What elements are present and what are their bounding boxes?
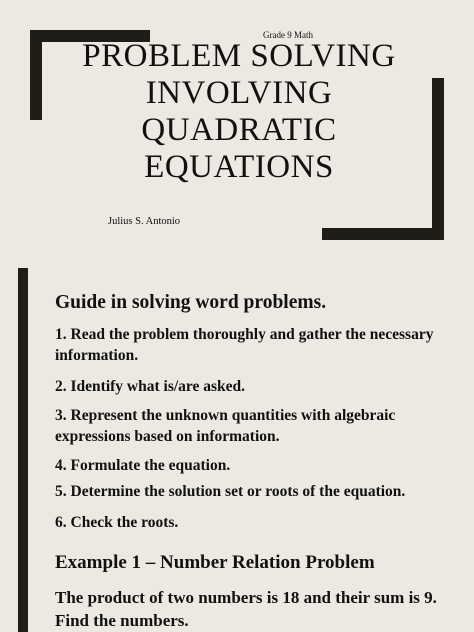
step-item: 6. Check the roots. — [55, 514, 179, 531]
accent-bar — [18, 268, 28, 632]
slide-title — [60, 38, 418, 186]
frame-corner-bottom-right — [322, 228, 444, 240]
grade-label: Grade 9 Math — [263, 30, 313, 40]
frame-corner-bottom-right-vertical — [432, 78, 444, 240]
frame-corner-top-left-vertical — [30, 30, 42, 120]
title-line: QUADRATIC — [141, 112, 337, 148]
step-item: 4. Formulate the equation. — [55, 457, 231, 474]
step-item: 2. Identify what is/are asked. — [55, 378, 246, 395]
guide-slide — [0, 258, 474, 632]
steps-list — [55, 324, 455, 533]
title-line: INVOLVING — [145, 75, 333, 111]
example-problem: The product of two numbers is 18 and their sum is 9. Find the numbers. — [55, 588, 437, 630]
title-line: PROBLEM SOLVING — [82, 38, 396, 74]
guide-heading: Guide in solving word problems. — [55, 292, 327, 313]
example-title: Example 1 – Number Relation Problem — [55, 552, 375, 573]
step-item: 5. Determine the solution set or roots of the equation. — [55, 483, 406, 500]
title-line: EQUATIONS — [144, 149, 334, 185]
step-item: 1. Read the problem thoroughly and gather the necessary information. — [55, 326, 434, 364]
step-item: 3. Represent the unknown quantities with algebraic expressions based on information. — [55, 407, 396, 445]
title-slide — [0, 0, 474, 258]
author-name: Julius S. Antonio — [108, 216, 181, 227]
